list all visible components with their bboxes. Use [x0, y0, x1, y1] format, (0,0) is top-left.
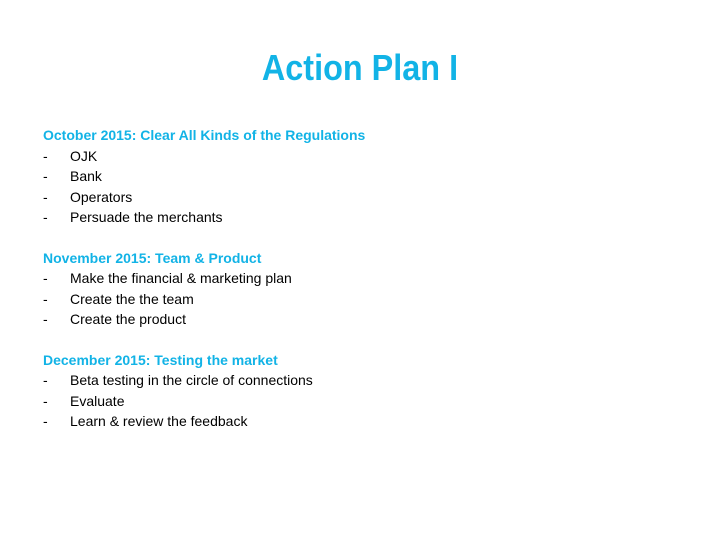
bullet-list	[43, 370, 683, 432]
section-heading: December 2015: Testing the market	[43, 351, 278, 368]
section-heading: October 2015: Clear All Kinds of the Regulations	[43, 127, 366, 143]
dash-bullet: -	[43, 270, 48, 286]
list-item	[43, 370, 683, 391]
list-item-text: Make the financial & marketing plan	[70, 270, 292, 286]
list-item-text: Beta testing in the circle of connections	[70, 372, 313, 388]
bullet-list	[43, 146, 683, 228]
list-item-text: Create the the team	[70, 290, 194, 307]
list-item-text: Create the product	[70, 311, 186, 327]
slide-body	[43, 125, 683, 452]
section-november	[43, 248, 683, 330]
list-item	[43, 268, 683, 289]
list-item	[43, 391, 683, 412]
list-item	[43, 166, 683, 187]
section-october	[43, 125, 683, 228]
dash-bullet: -	[43, 372, 48, 388]
section-december	[43, 350, 683, 432]
list-item	[43, 309, 683, 330]
list-item-text: Learn & review the feedback	[70, 413, 248, 429]
dash-bullet: -	[43, 209, 48, 225]
section-heading: November 2015: Team & Product	[43, 249, 262, 266]
dash-bullet: -	[43, 168, 48, 184]
list-item	[43, 146, 683, 167]
dash-bullet: -	[43, 147, 48, 164]
list-item-text: Persuade the merchants	[70, 209, 223, 225]
dash-bullet: -	[43, 392, 48, 409]
list-item	[43, 289, 683, 310]
dash-bullet: -	[43, 188, 48, 205]
dash-bullet: -	[43, 413, 48, 429]
dash-bullet: -	[43, 311, 48, 327]
list-item	[43, 187, 683, 208]
list-item-text: OJK	[70, 147, 98, 164]
list-item-text: Operators	[70, 188, 133, 205]
list-item	[43, 411, 683, 432]
list-item	[43, 207, 683, 228]
list-item-text: Evaluate	[70, 392, 125, 409]
slide-title: Action Plan I	[261, 47, 459, 88]
bullet-list	[43, 268, 683, 330]
dash-bullet: -	[43, 290, 48, 307]
list-item-text: Bank	[70, 168, 102, 184]
